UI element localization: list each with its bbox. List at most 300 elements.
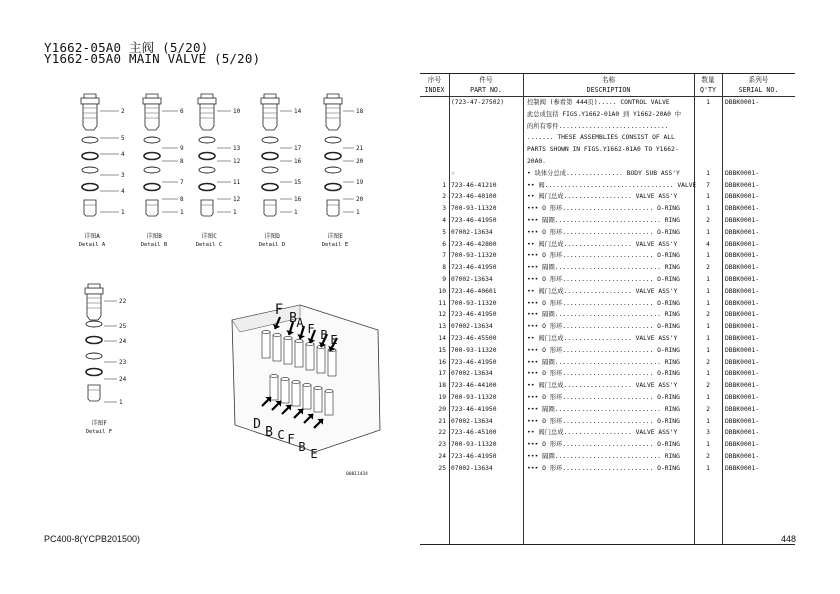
table-row — [420, 191, 795, 203]
table-row — [420, 439, 795, 451]
o-ring — [82, 137, 98, 143]
o-ring — [199, 167, 215, 173]
valve-cartridge-cap — [303, 383, 311, 386]
part-description: 此总成包括 FIGS.Y1662-01A0 到 Y1662-20A0 中 — [527, 110, 682, 118]
table-row — [420, 416, 795, 428]
part-description: ••• O 形环........................ O-RING — [527, 417, 680, 425]
part-number: 723-46-45100 — [451, 429, 497, 437]
part-description: ••• 隔圈............................ RING — [527, 453, 680, 460]
row-index: 11 — [438, 299, 446, 307]
serial-number: DBBK0001- — [725, 382, 760, 390]
serial-number: DBBK0001- — [725, 370, 760, 378]
part-description: ••• O 形环........................ O-RING — [527, 441, 680, 449]
row-index: 8 — [442, 264, 446, 272]
serial-number: DBBK0001- — [725, 240, 760, 248]
valve-2-cap — [198, 98, 216, 104]
table-row — [420, 239, 795, 251]
view-letter: B — [289, 311, 297, 326]
o-ring — [325, 137, 341, 143]
part-description: ••• O 形环........................ O-RING — [527, 346, 680, 354]
spool-f-body — [88, 385, 100, 401]
spool-2-body — [201, 200, 213, 216]
part-description: ••• O 形环........................ O-RING — [527, 464, 680, 472]
detail-caption-en: Detail E — [321, 242, 349, 248]
detail-caption-cn: 详图D — [264, 233, 280, 240]
table-row — [420, 215, 795, 227]
serial-number: DBBK0001- — [725, 276, 760, 283]
callout-label: 23 — [119, 359, 127, 366]
part-description: ••• O 形环........................ O-RING — [527, 323, 680, 331]
row-index: 3 — [442, 205, 446, 213]
part-description: 的所有零件............................. — [527, 122, 669, 130]
quantity: 2 — [706, 217, 710, 224]
quantity: 1 — [706, 417, 710, 425]
row-index: 18 — [438, 382, 446, 390]
table-row — [420, 357, 795, 369]
model-code: PC400-8(YCPB201500) — [44, 534, 141, 544]
detail-caption-en: Detail F — [85, 429, 113, 435]
quantity: 1 — [706, 193, 710, 201]
callout-label: 24 — [119, 338, 127, 345]
table-row — [420, 345, 795, 357]
table-row — [420, 180, 795, 192]
quantity: 2 — [706, 453, 710, 460]
serial-number: DBBK0001- — [725, 193, 760, 201]
callout-label: 8 — [180, 196, 184, 203]
row-index: 2 — [442, 193, 446, 201]
table-row — [420, 380, 795, 392]
table-row — [420, 132, 795, 144]
backup-ring — [82, 184, 98, 191]
part-number: 07002-13634 — [451, 228, 493, 236]
view-letter: C — [277, 428, 285, 442]
valve-cartridge — [328, 350, 336, 376]
part-number: 07002-13634 — [451, 370, 493, 378]
quantity: 1 — [706, 99, 710, 106]
table-row — [420, 262, 795, 274]
o-ring — [262, 137, 278, 143]
row-index: 1 — [442, 181, 446, 189]
serial-number: DBBK0001- — [725, 358, 760, 366]
serial-number: DBBK0001- — [725, 335, 760, 342]
row-index: 19 — [438, 394, 446, 401]
part-number: 700-93-11320 — [451, 394, 497, 401]
callout-label: 22 — [119, 298, 127, 305]
part-description: ....... THESE ASSEMBLIES CONSIST OF ALL — [527, 134, 675, 142]
part-description: ••• O 形环........................ O-RING — [527, 228, 680, 236]
detail-caption-cn: 详图C — [201, 233, 217, 240]
header-serial-no — [722, 75, 795, 95]
serial-number: DBBK0001- — [725, 228, 760, 236]
serial-number: DBBK0001- — [725, 394, 760, 401]
part-description: 控制阀 (参看第 444页)..... CONTROL VALVE — [527, 99, 670, 106]
callout-label: 16 — [294, 196, 302, 203]
serial-number: DBBK0001- — [725, 405, 760, 413]
part-description: 20A0. — [527, 158, 546, 165]
part-number: ☆ — [451, 169, 455, 177]
quantity: 1 — [706, 323, 710, 331]
backup-ring — [325, 153, 341, 160]
valve-1-knob — [146, 94, 158, 98]
valve-cartridge — [292, 382, 300, 406]
table-row — [420, 404, 795, 416]
part-description: •• 阀门总成.................. VALVE ASS'Y — [527, 335, 678, 342]
view-letter: B — [320, 328, 328, 342]
table-row — [420, 121, 795, 133]
parts-table — [420, 73, 795, 545]
callout-label: 8 — [180, 158, 184, 165]
callout-label: 4 — [121, 188, 125, 195]
spool-3-body — [264, 200, 276, 216]
row-index: 7 — [442, 252, 446, 260]
detail-caption-en: Detail D — [258, 242, 286, 248]
row-index: 20 — [438, 405, 446, 413]
row-index: 16 — [438, 358, 446, 366]
view-letter: A — [296, 316, 304, 330]
part-number: 723-46-41950 — [451, 264, 497, 272]
part-description: ••• O 形环........................ O-RING — [527, 370, 680, 378]
o-ring — [144, 137, 160, 143]
part-number: (723-47-27502) — [451, 99, 505, 106]
valve-cartridge — [306, 344, 314, 370]
callout-label: 1 — [180, 209, 184, 216]
serial-number: DBBK0001- — [725, 429, 760, 437]
part-number: 07002-13634 — [451, 323, 493, 331]
header-part-no-cn: 件号 — [479, 76, 493, 84]
view-letter: B — [265, 425, 273, 440]
header-part-no — [449, 75, 523, 95]
callout-label: 1 — [356, 209, 360, 216]
detail-caption-cn: 详图B — [146, 233, 162, 240]
part-description: ••• O 形环........................ O-RING — [527, 205, 680, 213]
quantity: 1 — [706, 464, 710, 472]
callout-label: 5 — [121, 135, 125, 142]
callout-label: 12 — [233, 196, 241, 203]
header-index-en: INDEX — [424, 86, 445, 94]
serial-number: DBBK0001- — [725, 346, 760, 354]
serial-number: DBBK0001- — [725, 99, 760, 106]
valve-0-knob — [84, 94, 96, 98]
serial-number: DBBK0001- — [725, 217, 760, 224]
quantity: 1 — [706, 370, 710, 378]
detail-caption-cn: 详图F — [91, 420, 107, 427]
quantity: 1 — [706, 441, 710, 449]
header-serial-no-cn: 系列号 — [748, 76, 769, 84]
part-number: 07002-13634 — [451, 464, 493, 472]
callout-label: 4 — [121, 151, 125, 158]
serial-number: DBBK0001- — [725, 205, 760, 213]
quantity: 1 — [706, 335, 710, 342]
row-index: 12 — [438, 311, 446, 319]
part-number: 723-46-42800 — [451, 240, 497, 248]
backup-ring — [325, 184, 341, 191]
callout-label: 21 — [356, 145, 364, 152]
quantity: 1 — [706, 252, 710, 260]
row-index: 13 — [438, 323, 446, 331]
part-description: ••• O 形环........................ O-RING — [527, 276, 680, 283]
valve-4-cap — [324, 98, 342, 104]
table-row — [420, 144, 795, 156]
valve-cartridge-cap — [262, 330, 270, 333]
serial-number: DBBK0001- — [725, 169, 760, 177]
backup-ring — [262, 184, 278, 191]
o-ring — [82, 167, 98, 173]
part-description: ••• O 形环........................ O-RING — [527, 299, 680, 307]
header-qty-en: Q'TY — [700, 86, 716, 94]
part-number: 723-46-44100 — [451, 382, 497, 390]
quantity: 2 — [706, 358, 710, 366]
quantity: 1 — [706, 276, 710, 283]
valve-cartridge-cap — [325, 389, 333, 392]
callout-label: 17 — [294, 145, 302, 152]
header-index-cn: 序号 — [427, 76, 442, 84]
row-index: 25 — [438, 464, 446, 472]
part-number: 723-46-41210 — [451, 181, 497, 189]
serial-number: DBBK0001- — [725, 464, 760, 472]
quantity: 1 — [706, 299, 710, 307]
row-index: 15 — [438, 346, 446, 354]
table-row — [420, 392, 795, 404]
row-index: 5 — [442, 228, 446, 236]
view-letter: E — [310, 447, 318, 461]
part-number: 07002-13634 — [451, 417, 493, 425]
callout-label: 20 — [356, 196, 364, 203]
row-index: 10 — [438, 287, 446, 295]
part-description: •• 阀门总成.................. VALVE ASS'Y — [527, 193, 678, 201]
backup-ring — [82, 153, 98, 160]
o-ring — [199, 137, 215, 143]
header-description-en: DESCRIPTION — [586, 86, 631, 94]
callout-label: 7 — [180, 179, 184, 186]
quantity: 1 — [706, 287, 710, 295]
row-index: 14 — [438, 335, 446, 342]
backup-ring — [144, 153, 160, 160]
backup-ring — [86, 337, 102, 344]
table-row — [420, 427, 795, 439]
quantity: 1 — [706, 228, 710, 236]
callout-label: 16 — [294, 158, 302, 165]
callout-label: 20 — [356, 158, 364, 165]
detail-caption-en: Detail A — [78, 242, 106, 248]
header-index — [420, 75, 449, 95]
callout-label: 24 — [119, 376, 127, 383]
part-description: PARTS SHOWN IN FIGS.Y1662-01A0 TO Y1662- — [527, 146, 679, 154]
row-index: 21 — [438, 417, 446, 425]
part-description: ••• O 形环........................ O-RING — [527, 252, 680, 260]
quantity: 1 — [706, 394, 710, 401]
part-number: 723-46-41950 — [451, 311, 497, 319]
table-row — [420, 250, 795, 262]
table-row — [420, 309, 795, 321]
backup-ring — [199, 184, 215, 191]
callout-label: 19 — [356, 179, 364, 186]
valve-cartridge-cap — [314, 386, 322, 389]
valve-cartridge-cap — [273, 333, 281, 336]
backup-ring — [144, 184, 160, 191]
callout-label: 3 — [121, 172, 125, 179]
o-ring — [86, 321, 102, 327]
table-row — [420, 274, 795, 286]
part-number: 700-93-11320 — [451, 252, 497, 260]
o-ring — [144, 167, 160, 173]
serial-number: DBBK0001- — [725, 264, 760, 272]
header-description — [523, 75, 694, 95]
detail-caption-en: Detail B — [140, 242, 168, 248]
part-number: 723-46-40601 — [451, 287, 497, 295]
part-number: 700-93-11320 — [451, 299, 497, 307]
table-row — [420, 463, 795, 475]
valve-1-cap — [143, 98, 161, 104]
serial-number: DBBK0001- — [725, 441, 760, 449]
valve-cartridge — [317, 347, 325, 373]
part-description: •• 阀门总成.................. VALVE ASS'Y — [527, 429, 678, 437]
callout-label: 18 — [356, 108, 364, 115]
quantity: 2 — [706, 382, 710, 390]
table-row — [420, 368, 795, 380]
table-row — [420, 203, 795, 215]
valve-cartridge-cap — [284, 336, 292, 339]
callout-label: 2 — [121, 108, 125, 115]
valve-cartridge-cap — [270, 374, 278, 377]
callout-label: 1 — [121, 209, 125, 216]
part-description: •• 阀门总成.................. VALVE ASS'Y — [527, 287, 678, 295]
valve-cartridge — [295, 341, 303, 367]
valve-cartridge-cap — [295, 339, 303, 342]
table-row — [420, 451, 795, 463]
view-letter: B — [298, 440, 306, 454]
part-description: •• 阀门总成.................. VALVE ASS'Y — [527, 240, 678, 248]
header-description-cn: 名称 — [601, 76, 616, 84]
quantity: 3 — [706, 429, 710, 437]
part-number: 723-46-41950 — [451, 453, 497, 460]
valve-cartridge-cap — [281, 377, 289, 380]
view-letter: F — [274, 302, 284, 318]
table-row — [420, 286, 795, 298]
valve-cartridge — [262, 332, 270, 358]
callout-label: 25 — [119, 323, 127, 330]
table-row — [420, 109, 795, 121]
valve-0-cap — [81, 98, 99, 104]
table-row — [420, 227, 795, 239]
callout-label: 1 — [119, 399, 123, 406]
valve-cartridge — [270, 376, 278, 400]
row-index: 23 — [438, 441, 446, 449]
callout-label: 11 — [233, 179, 241, 186]
valve-cartridge — [281, 379, 289, 403]
part-number: 723-46-41950 — [451, 217, 497, 224]
view-letter: F — [307, 322, 315, 336]
part-description: ••• 隔圈............................ RING — [527, 405, 680, 413]
part-description: ••• O 形环........................ O-RING — [527, 394, 680, 401]
drawing-code: 00011434 — [346, 472, 368, 477]
callout-label: 13 — [233, 145, 241, 152]
view-letter: E — [330, 333, 338, 347]
detail-caption-cn: 详图A — [84, 233, 100, 240]
row-index: 9 — [442, 276, 446, 283]
callout-label: 1 — [294, 209, 298, 216]
detail-caption-cn: 详图E — [327, 233, 343, 240]
table-row — [420, 333, 795, 345]
backup-ring — [199, 153, 215, 160]
valve-cartridge-cap — [292, 380, 300, 383]
row-index: 4 — [442, 217, 446, 224]
callout-label: 1 — [233, 209, 237, 216]
quantity: 4 — [706, 240, 710, 248]
part-description: •• 阀门总成.................. VALVE ASS'Y — [527, 382, 678, 390]
callout-label: 12 — [233, 158, 241, 165]
part-number: 723-46-41950 — [451, 405, 497, 413]
backup-ring — [262, 153, 278, 160]
valve-cartridge — [314, 388, 322, 412]
quantity: 1 — [706, 169, 710, 177]
footer-rule — [420, 544, 795, 545]
callout-label: 6 — [180, 108, 184, 115]
callout-label: 10 — [233, 108, 241, 115]
part-description: ••• 隔圈............................ RING — [527, 217, 680, 224]
spool-4-body — [327, 200, 339, 216]
o-ring — [325, 167, 341, 173]
part-number: 723-46-40100 — [451, 193, 497, 201]
part-number: 07002-13634 — [451, 276, 493, 283]
valve-cartridge — [325, 391, 333, 415]
row-index: 17 — [438, 370, 446, 378]
part-number: 700-93-11320 — [451, 346, 497, 354]
page-title-en: Y1662-05A0 MAIN VALVE (5/20) — [44, 51, 261, 66]
callout-label: 9 — [180, 145, 184, 152]
part-description: ••• 隔圈............................ RING — [527, 264, 680, 272]
row-index: 24 — [438, 453, 446, 460]
spool-1-body — [146, 200, 158, 216]
page-title-cn: Y1662-05A0 主阀 (5/20) — [44, 40, 209, 55]
table-row — [420, 168, 795, 180]
valve-2-knob — [201, 94, 213, 98]
quantity: 2 — [706, 311, 710, 319]
valve-cartridge — [273, 335, 281, 361]
valve-cartridge — [284, 338, 292, 364]
valve-3-knob — [264, 94, 276, 98]
view-letter: D — [253, 417, 261, 432]
table-row — [420, 298, 795, 310]
quantity: 7 — [706, 181, 710, 189]
serial-number: DBBK0001- — [725, 252, 760, 260]
quantity: 1 — [706, 205, 710, 213]
table-row — [420, 321, 795, 333]
backup-ring — [86, 369, 102, 376]
quantity: 1 — [706, 346, 710, 354]
header-qty-cn: 数量 — [701, 76, 715, 84]
part-description: ••• 隔圈............................ RING — [527, 358, 680, 366]
serial-number: DBBK0001- — [725, 323, 760, 331]
part-description: ••• 隔圈............................ RING — [527, 311, 680, 319]
part-description: •• 阀.................................. VALVE — [527, 181, 697, 189]
table-row — [420, 97, 795, 109]
page-number: 448 — [780, 534, 796, 544]
serial-number: DBBK0001- — [725, 181, 760, 189]
callout-label: 14 — [294, 108, 302, 115]
part-number: 723-46-41950 — [451, 358, 497, 366]
exploded-view-illustration — [0, 0, 420, 500]
header-part-no-en: PART NO. — [470, 86, 502, 94]
valve-cartridge — [303, 385, 311, 409]
valve-f-knob — [88, 284, 100, 288]
serial-number: DBBK0001- — [725, 453, 760, 460]
valve-f-cap — [85, 288, 103, 294]
header-serial-no-en: SERIAL NO. — [738, 86, 779, 94]
o-ring — [86, 353, 102, 359]
serial-number: DBBK0001- — [725, 417, 760, 425]
view-letter: F — [287, 432, 295, 446]
part-description: • 块体分总成............... BODY SUB ASS'Y — [527, 169, 680, 177]
